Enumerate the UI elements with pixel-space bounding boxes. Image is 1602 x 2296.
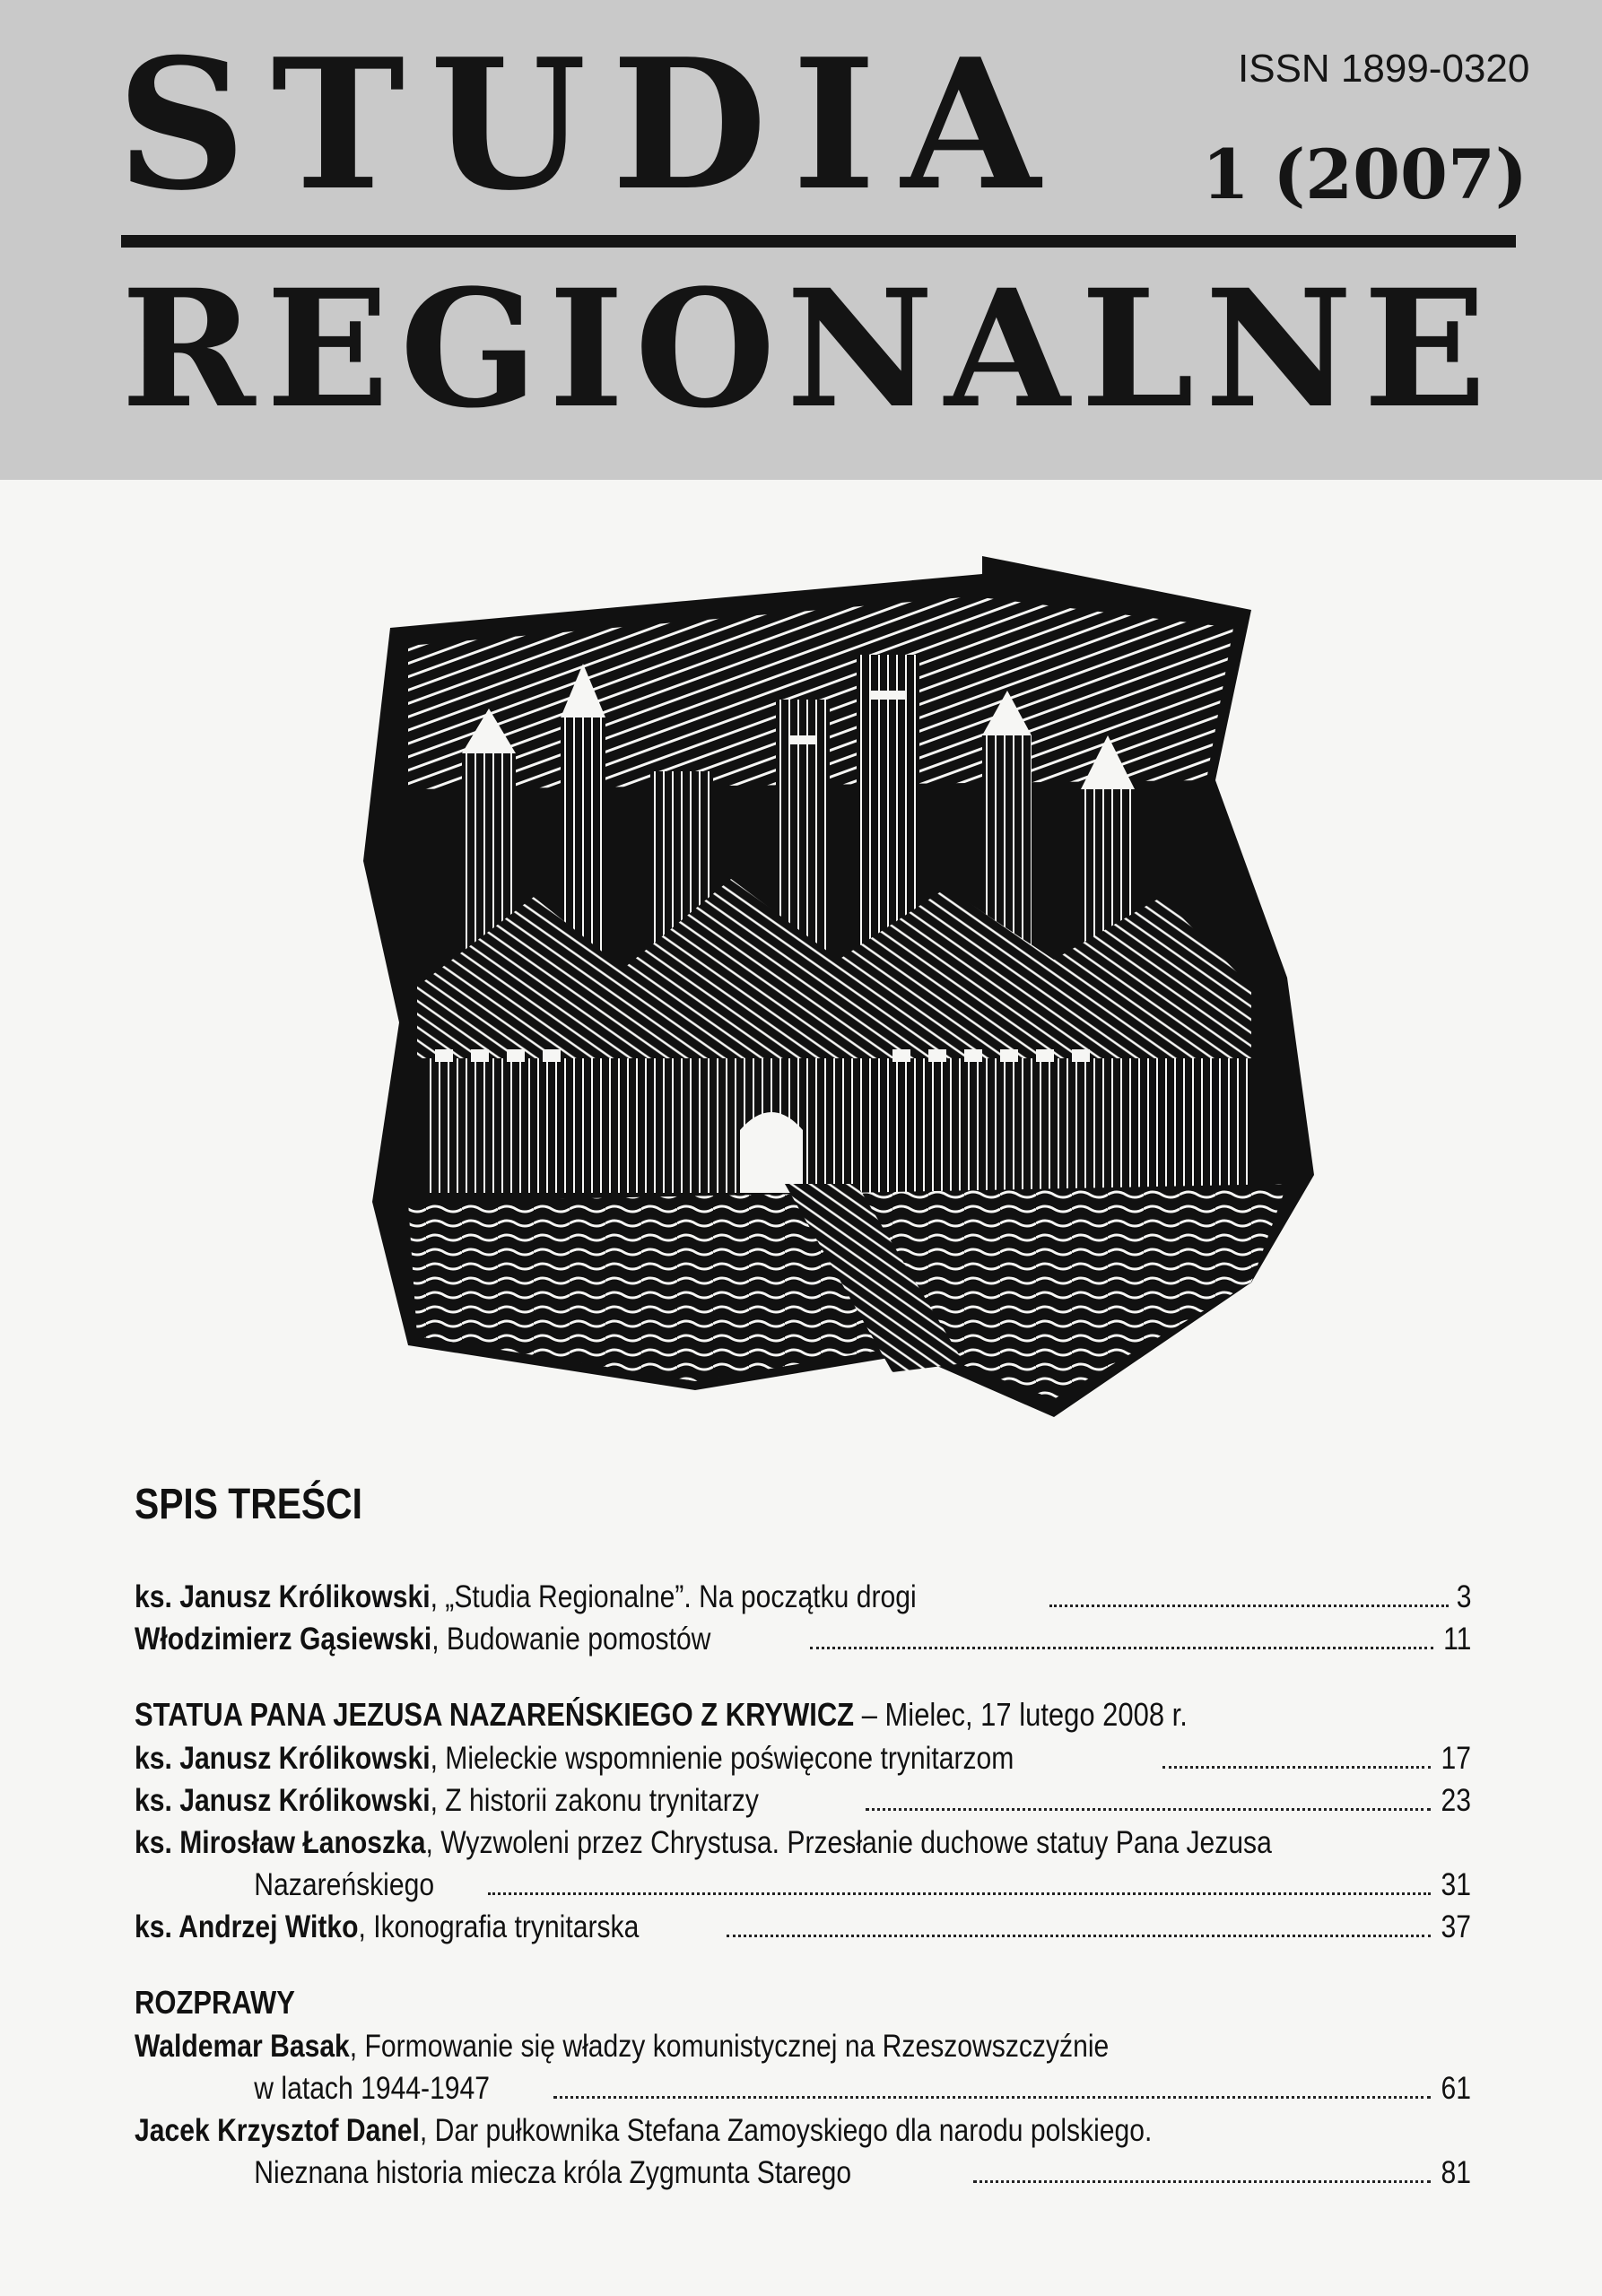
entry-title: , Ikonografia trynitarska (358, 1909, 640, 1944)
entry-author: Jacek Krzysztof Danel (135, 2113, 420, 2148)
entry-author: Włodzimierz Gąsiewski (135, 1622, 432, 1657)
toc-entry-line (135, 2109, 1284, 2152)
entry-title: , Wyzwoleni przez Chrystusa. Przesłanie duchowe statuy Pana Jezusa (425, 1825, 1272, 1860)
entry-page: 11 (1442, 1622, 1471, 1657)
entry-title-cont: Nieznana historia miecza króla Zygmunta Starego (254, 2155, 852, 2190)
toc-entry (135, 1737, 1471, 1779)
section-title-text: STATUA PANA JEZUSA NAZAREŃSKIEGO Z KRYWICZ (135, 1696, 855, 1733)
section-title-rozprawy: ROZPRAWY (135, 1984, 295, 2021)
title-divider (121, 235, 1516, 248)
entry-page: 3 (1456, 1579, 1471, 1614)
entry-title: , Budowanie pomostów (431, 1622, 711, 1657)
entry-page: 61 (1441, 2071, 1471, 2106)
entry-page: 37 (1441, 1909, 1471, 1944)
entry-author: ks. Janusz Królikowski (135, 1741, 431, 1776)
entry-title: , Dar pułkownika Stefana Zamoyskiego dla narodu polskiego. (419, 2113, 1153, 2148)
entry-page: 31 (1441, 1867, 1471, 1902)
toc-entry (135, 1618, 1471, 1660)
entry-title: , Formowanie się władzy komunistycznej na Rzeszowszczyźnie (349, 2029, 1110, 2064)
entry-author: ks. Andrzej Witko (135, 1909, 359, 1944)
table-of-contents (135, 1480, 1471, 2194)
toc-entry (135, 1576, 1471, 1618)
entry-page: 23 (1441, 1783, 1471, 1818)
entry-title: , Mieleckie wspomnienie poświęcone trynitarzom (430, 1741, 1014, 1776)
section-subtitle: – Mielec, 17 lutego 2008 r. (854, 1696, 1188, 1733)
section-title-statua (135, 1696, 1284, 1734)
entry-author: ks. Mirosław Łanoszka (135, 1825, 426, 1860)
toc-entry (135, 1779, 1471, 1822)
entry-title: , Z historii zakonu trynitarzy (430, 1783, 759, 1818)
entry-title-cont: Nazareńskiego (254, 1867, 435, 1902)
toc-entry-continuation (135, 2067, 1471, 2109)
entry-title: , „Studia Regionalne”. Na początku drogi (430, 1579, 917, 1614)
toc-entry-line (135, 1822, 1284, 1864)
entry-author: Waldemar Basak (135, 2029, 350, 2064)
entry-page: 17 (1441, 1741, 1471, 1776)
entry-page: 81 (1441, 2155, 1471, 2190)
issn-number: ISSN 1899-0320 (1238, 47, 1530, 91)
entry-author: ks. Janusz Królikowski (135, 1783, 431, 1818)
toc-entry-continuation (135, 1864, 1471, 1906)
journal-title-line1: STUDIA (117, 20, 1066, 230)
toc-heading: SPIS TREŚCI (135, 1481, 362, 1528)
toc-entry-continuation (135, 2152, 1471, 2194)
issue-number: 1 (2007) (1202, 135, 1528, 214)
toc-entry-line (135, 2025, 1284, 2067)
entry-title-cont: w latach 1944-1947 (254, 2071, 491, 2106)
toc-entry (135, 1906, 1471, 1948)
entry-author: ks. Janusz Królikowski (135, 1579, 431, 1614)
journal-title-line2: REGIONALNE (121, 255, 1497, 444)
woodcut-illustration (354, 556, 1323, 1417)
